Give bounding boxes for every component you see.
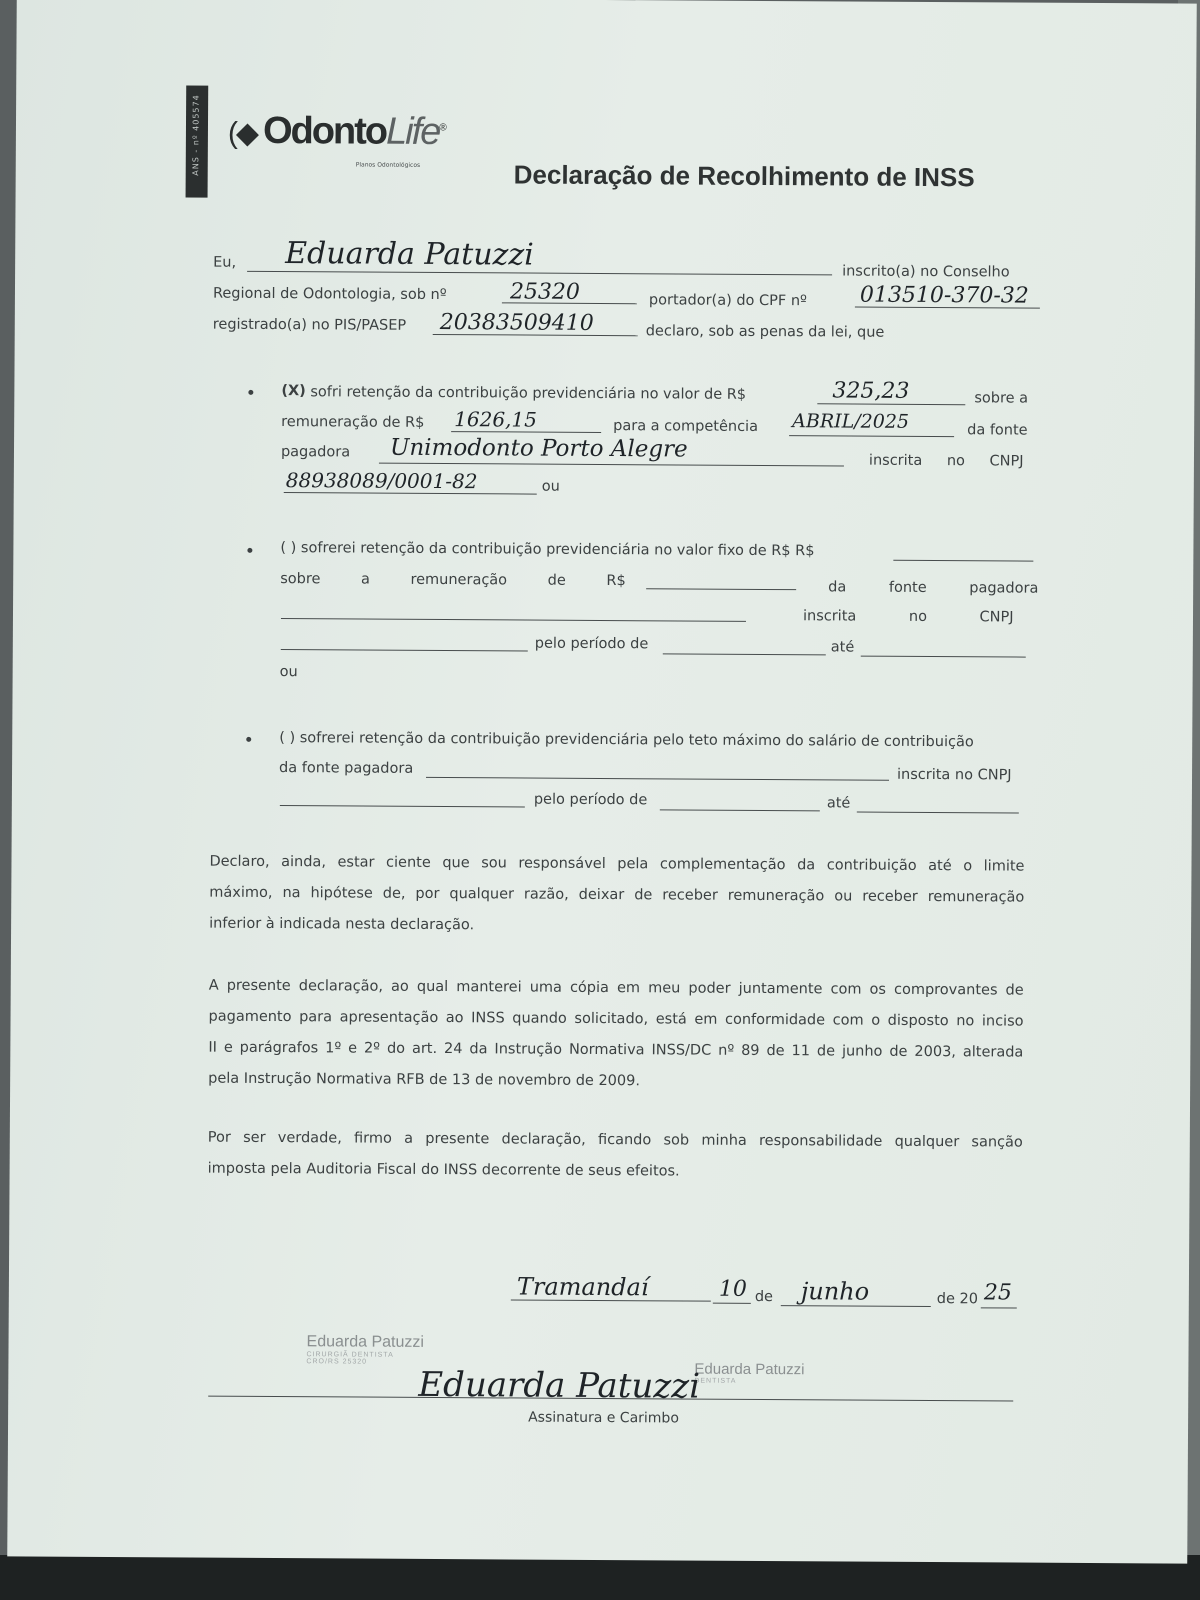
valor-fixo-field-line [893,560,1033,562]
label-sobre: sobre a [974,390,1029,407]
document-page [7,0,1197,1564]
bullet [246,737,251,742]
label-pagadora: pagadora [280,444,351,461]
fonte-field-line [379,463,844,467]
odontolife-logo: (◆ OdontoLife® [227,109,445,153]
stamp-professional: Eduarda Patuzzi CIRURGIÃ DENTISTA CRO/RS 25320 [306,1333,425,1366]
label-remuneracao: remuneração de R$ [281,414,425,431]
label-sobre-remuneracao: sobre a remuneração de R$ [280,571,626,590]
label-dafonte: da fonte [967,422,1028,439]
label-regional: Regional de Odontologia, sob nº [212,285,447,304]
handwritten-pis: 20383509410 [439,310,594,336]
cnpj3-field-line [280,805,525,807]
fonte3-field-line [426,777,889,781]
label-inscrita-cnpj: inscrita no CNPJ [868,452,1024,470]
label-de-20: de 20 [936,1291,979,1308]
label-ate-3: até [826,795,851,812]
paragraph-verdade: Por ser verdade, firmo a presente declaração, ficando sob minha responsabilidade qualquer sanção imposta pela Auditoria Fiscal do INSS decorrente de seus efeitos. [207,1129,1023,1180]
handwritten-city: Tramandaí [516,1272,649,1302]
label-dafonte-pagadora: da fonte pagadora [828,579,1039,597]
paragraph-responsabilidade: Declaro, ainda, estar ciente que sou responsável pela complementação da contribuição até o limite máximo, na hipótese de, por qualquer razão, deixar de receber remuneração ou receber remuneração inferior à indicada nesta declaração. [209,853,1025,934]
tooth-logo-icon: (◆ [227,116,258,150]
label-inscrita-cnpj-3: inscrita no CNPJ [896,766,1012,784]
competencia-field-line [789,435,954,437]
handwritten-year: 25 [983,1280,1012,1306]
paragraph-conformidade: A presente declaração, ao qual manterei uma cópia em meu poder juntamente com os comprovantes de pagamento para apresentação ao INSS quando solicitado, está em conformidade com o disposto no inciso II e parágrafos 1º e 2º do art. 24 da Instrução Normativa INSS/DC nº 89 de 11 de junho de 2003, alterada pela Instrução Normativa RFB de 13 de novembro de 2009. [208,977,1024,1090]
label-periodo: pelo período de [534,635,649,653]
handwritten-cnpj: 88938089/0001-82 [285,468,478,494]
handwritten-day: 10 [718,1276,747,1302]
label-eu: Eu, [213,254,237,271]
handwritten-name: Eduarda Patuzzi [285,236,534,273]
label-ou: ou [541,478,560,495]
handwritten-fonte-pagadora: Unimodonto Porto Alegre [389,434,688,463]
handwritten-valor: 325,23 [832,378,910,404]
handwritten-month: junho [800,1277,870,1306]
periodo-end-line [861,656,1026,658]
handwritten-competencia: ABRIL/2025 [792,410,910,433]
label-de: de [754,1288,774,1306]
label-competencia: para a competência [613,418,759,435]
document-title: Declaração de Recolhimento de INSS [513,159,975,193]
logo-tagline: Planos Odontológicos [355,161,421,169]
fonte2-field-line [281,618,746,622]
label-ate: até [830,639,855,656]
label-ou-2: ou [279,664,298,681]
year-line [981,1307,1017,1308]
stamp-professional-2: Eduarda Patuzzi DENTISTA [694,1360,805,1385]
handwritten-cpf: 013510-370-32 [859,282,1029,309]
option3-text: ( ) sofrerei retenção da contribuição previdenciária pelo teto máximo do salário de contribuição [279,730,974,751]
bullet [247,548,252,553]
day-line [713,1303,751,1304]
periodo-start-line [663,653,826,655]
option2-text: ( ) sofrerei retenção da contribuição previdenciária no valor fixo de R$ R$ [280,540,815,560]
label-declaro: declaro, sob as penas da lei, que [645,323,885,341]
periodo3-end-line [857,812,1019,814]
handwritten-remuneracao: 1626,15 [454,407,537,432]
label-registrado: registrado(a) no PIS/PASEP [212,316,407,334]
handwritten-signature: Eduarda Patuzzi [418,1364,701,1407]
label-periodo-3: pelo período de [533,791,648,809]
name-field-line [247,271,832,276]
remuneracao2-field-line [646,588,796,590]
label-inscrito: inscrito(a) no Conselho [842,263,1010,281]
option1-text: sofri retenção da contribuição previdenciária no valor de R$ [310,384,747,403]
label-inscrita-cnpj-2: inscrita no CNPJ [802,608,1014,626]
label-portador: portador(a) do CPF nº [648,292,807,310]
periodo3-start-line [660,809,820,811]
bullet [248,390,253,395]
handwritten-cro: 25320 [509,279,581,305]
cnpj2-field-line [281,649,528,652]
ans-registration-strip: ANS - nº 405574 [186,85,209,197]
label-fonte-pagadora: da fonte pagadora [279,760,414,777]
label-assinatura: Assinatura e Carimbo [528,1409,679,1427]
option1-checkbox-marked: (X) [281,383,306,400]
